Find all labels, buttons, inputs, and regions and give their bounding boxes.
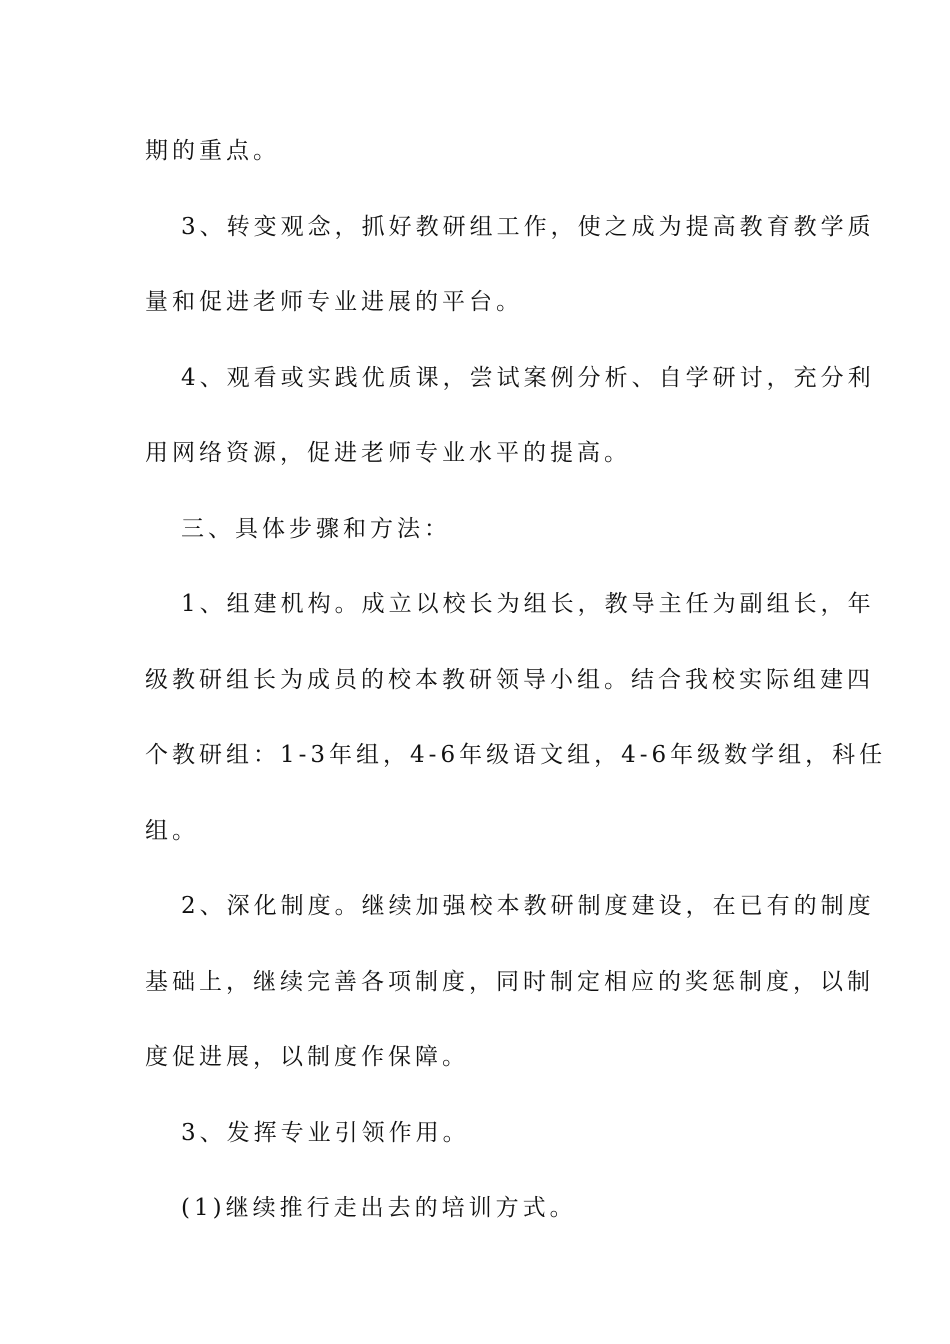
text-line: 级教研组长为成员的校本教研领导小组。结合我校实际组建四 <box>145 666 874 693</box>
text-line: 3、转变观念，抓好教研组工作，使之成为提高教育教学质 <box>181 213 875 240</box>
text-line: 三、具体步骤和方法： <box>181 515 451 542</box>
text-line: 1、组建机构。成立以校长为组长，教导主任为副组长，年 <box>181 591 875 617</box>
text-line: 量和促进老师专业进展的平台。 <box>145 289 523 315</box>
text-line: 组。 <box>145 817 199 844</box>
text-line: 期的重点。 <box>145 138 280 164</box>
text-line: 度促进展，以制度作保障。 <box>145 1044 469 1070</box>
text-line: 个教研组：1-3年组，4-6年级语文组，4-6年级数学组，科任 <box>145 742 887 768</box>
document-body <box>145 128 887 1261</box>
text-line: (1)继续推行走出去的培训方式。 <box>181 1195 577 1221</box>
text-line: 3、发挥专业引领作用。 <box>181 1119 470 1146</box>
text-line: 2、深化制度。继续加强校本教研制度建设，在已有的制度 <box>181 893 875 919</box>
text-line: 基础上，继续完善各项制度，同时制定相应的奖惩制度，以制 <box>145 968 874 995</box>
text-line: 用网络资源，促进老师专业水平的提高。 <box>145 440 631 466</box>
text-line: 4、观看或实践优质课，尝试案例分析、自学研讨，充分利 <box>181 364 875 391</box>
